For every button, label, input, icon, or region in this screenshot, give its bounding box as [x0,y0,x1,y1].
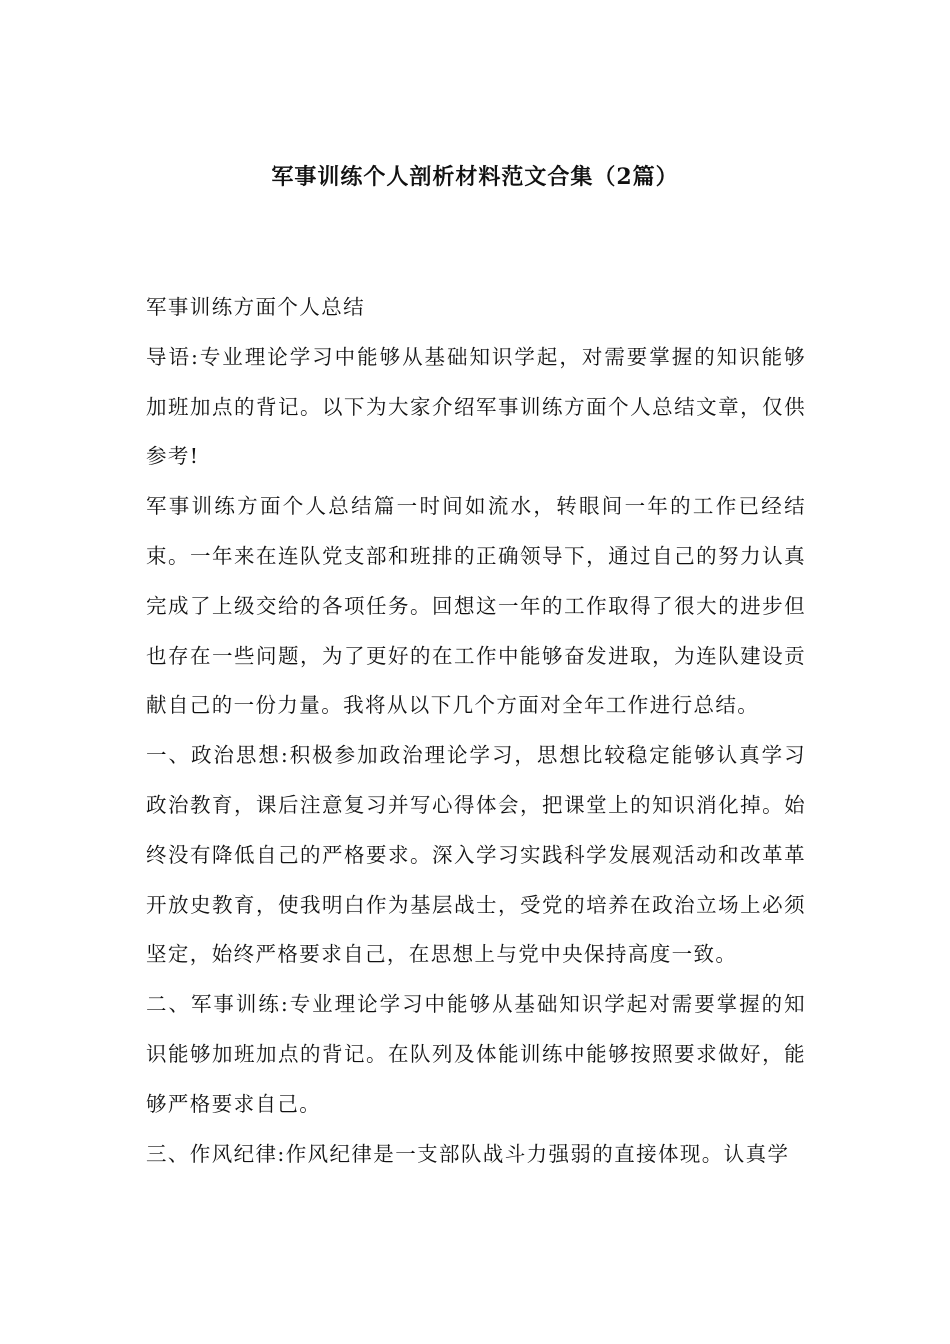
intro-paragraph: 导语:专业理论学习中能够从基础知识学起，对需要掌握的知识能够加班加点的背记。以下为大家介绍军事训练方面个人总结文章，仅供参考! [146,344,806,469]
document-body [146,283,806,1179]
body-paragraph: 军事训练方面个人总结篇一时间如流水，转眼间一年的工作已经结束。一年来在连队党支部和班排的正确领导下，通过自己的努力认真完成了上级交给的各项任务。回想这一年的工作取得了很大的进步但也存在一些问题，为了更好的在工作中能够奋发进取，为连队建设贡献自己的一份力量。我将从以下几个方面对全年工作进行总结。 [146,494,806,718]
section-heading: 军事训练方面个人总结 [146,295,365,319]
body-paragraph: 三、作风纪律:作风纪律是一支部队战斗力强弱的直接体现。认真学 [146,1141,790,1166]
body-paragraph: 一、政治思想:积极参加政治理论学习，思想比较稳定能够认真学习政治教育，课后注意复习并写心得体会，把课堂上的知识消化掉。始终没有降低自己的严格要求。深入学习实践科学发展观活动和改革革开放史教育，使我明白作为基层战士，受党的培养在政治立场上必须坚定，始终严格要求自己，在思想上与党中央保持高度一致。 [146,743,806,967]
body-paragraph: 二、军事训练:专业理论学习中能够从基础知识学起对需要掌握的知识能够加班加点的背记。在队列及体能训练中能够按照要求做好，能够严格要求自己。 [146,992,806,1116]
document-title: 军事训练个人剖析材料范文合集（2篇） [271,164,679,190]
